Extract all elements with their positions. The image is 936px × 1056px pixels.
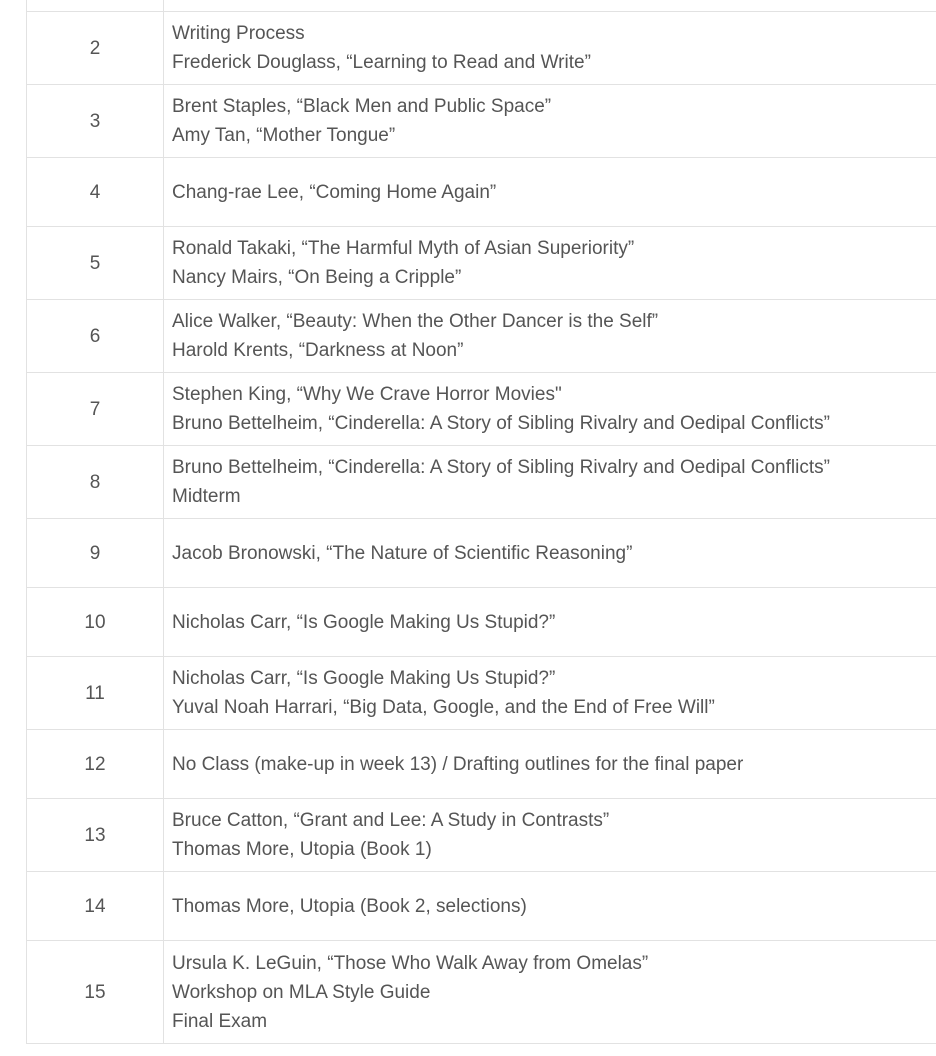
reading-line: Writing Process bbox=[172, 23, 305, 44]
table-row bbox=[27, 373, 936, 446]
table-row bbox=[27, 158, 936, 227]
reading-line: Nancy Mairs, “On Being a Cripple” bbox=[172, 267, 462, 288]
reading-line: Thomas More, Utopia (Book 1) bbox=[172, 839, 432, 860]
reading-line: Frederick Douglass, “Learning to Read and Write” bbox=[172, 52, 591, 73]
reading-line: Final Exam bbox=[172, 1010, 268, 1032]
reading-cell bbox=[164, 799, 936, 872]
reading-line: Stephen King, “Why We Crave Horror Movies" bbox=[172, 384, 562, 405]
table-row bbox=[27, 300, 936, 373]
reading-line: Nicholas Carr, “Is Google Making Us Stupid?” bbox=[172, 668, 556, 689]
week-cell: 7 bbox=[27, 373, 164, 446]
week-cell: 6 bbox=[27, 300, 164, 373]
reading-cell bbox=[164, 588, 936, 657]
reading-cell bbox=[164, 872, 936, 941]
table-row bbox=[27, 588, 936, 657]
reading-line: Bruno Bettelheim, “Cinderella: A Story of Sibling Rivalry and Oedipal Conflicts” bbox=[172, 457, 830, 478]
reading-line: Brent Staples, “Black Men and Public Space” bbox=[172, 96, 552, 117]
reading-line: Thomas More, Utopia (Book 2, selections) bbox=[172, 895, 527, 917]
reading-line: Alice Walker, “Beauty: When the Other Dancer is the Self” bbox=[172, 311, 659, 332]
reading-line: Yuval Noah Harrari, “Big Data, Google, and the End of Free Will” bbox=[172, 697, 715, 718]
reading-cell bbox=[164, 158, 936, 227]
week-cell: 4 bbox=[27, 158, 164, 227]
reading-cell bbox=[164, 0, 936, 12]
schedule-table bbox=[26, 0, 936, 1044]
table-row bbox=[27, 872, 936, 941]
table-row bbox=[27, 657, 936, 730]
reading-line: Harold Krents, “Darkness at Noon” bbox=[172, 340, 464, 361]
reading-line: Nicholas Carr, “Is Google Making Us Stupid?” bbox=[172, 611, 556, 633]
reading-line: Ronald Takaki, “The Harmful Myth of Asian Superiority” bbox=[172, 238, 635, 259]
reading-cell bbox=[164, 12, 936, 85]
week-cell: 12 bbox=[27, 730, 164, 799]
reading-cell bbox=[164, 300, 936, 373]
table-row bbox=[27, 446, 936, 519]
table-row bbox=[27, 12, 936, 85]
reading-line: Workshop on MLA Style Guide bbox=[172, 981, 431, 1003]
week-cell: 8 bbox=[27, 446, 164, 519]
reading-cell bbox=[164, 941, 936, 1044]
table-row bbox=[27, 227, 936, 300]
table-row-partial bbox=[27, 0, 936, 12]
week-cell: 5 bbox=[27, 227, 164, 300]
reading-line: Bruno Bettelheim, “Cinderella: A Story of Sibling Rivalry and Oedipal Conflicts” bbox=[172, 413, 830, 434]
reading-cell bbox=[164, 446, 936, 519]
table-row bbox=[27, 85, 936, 158]
reading-line: No Class (make-up in week 13) / Drafting outlines for the final paper bbox=[172, 753, 744, 775]
week-cell bbox=[27, 0, 164, 12]
reading-cell bbox=[164, 657, 936, 730]
schedule-table-container bbox=[26, 0, 936, 1044]
reading-line: Ursula K. LeGuin, “Those Who Walk Away from Omelas” bbox=[172, 952, 649, 974]
table-row bbox=[27, 519, 936, 588]
schedule-table-body bbox=[27, 0, 936, 1044]
reading-cell bbox=[164, 373, 936, 446]
reading-cell bbox=[164, 730, 936, 799]
week-cell: 10 bbox=[27, 588, 164, 657]
week-cell: 9 bbox=[27, 519, 164, 588]
reading-line: Midterm bbox=[172, 486, 241, 507]
week-cell: 13 bbox=[27, 799, 164, 872]
reading-cell bbox=[164, 85, 936, 158]
table-row bbox=[27, 730, 936, 799]
week-cell: 3 bbox=[27, 85, 164, 158]
week-cell: 2 bbox=[27, 12, 164, 85]
reading-line: Amy Tan, “Mother Tongue” bbox=[172, 125, 396, 146]
reading-line: Chang-rae Lee, “Coming Home Again” bbox=[172, 181, 497, 203]
table-row bbox=[27, 799, 936, 872]
reading-cell bbox=[164, 519, 936, 588]
reading-cell bbox=[164, 227, 936, 300]
week-cell: 11 bbox=[27, 657, 164, 730]
table-row bbox=[27, 941, 936, 1044]
reading-line: Bruce Catton, “Grant and Lee: A Study in Contrasts” bbox=[172, 810, 610, 831]
reading-line: Jacob Bronowski, “The Nature of Scientific Reasoning” bbox=[172, 542, 633, 564]
week-cell: 14 bbox=[27, 872, 164, 941]
week-cell: 15 bbox=[27, 941, 164, 1044]
